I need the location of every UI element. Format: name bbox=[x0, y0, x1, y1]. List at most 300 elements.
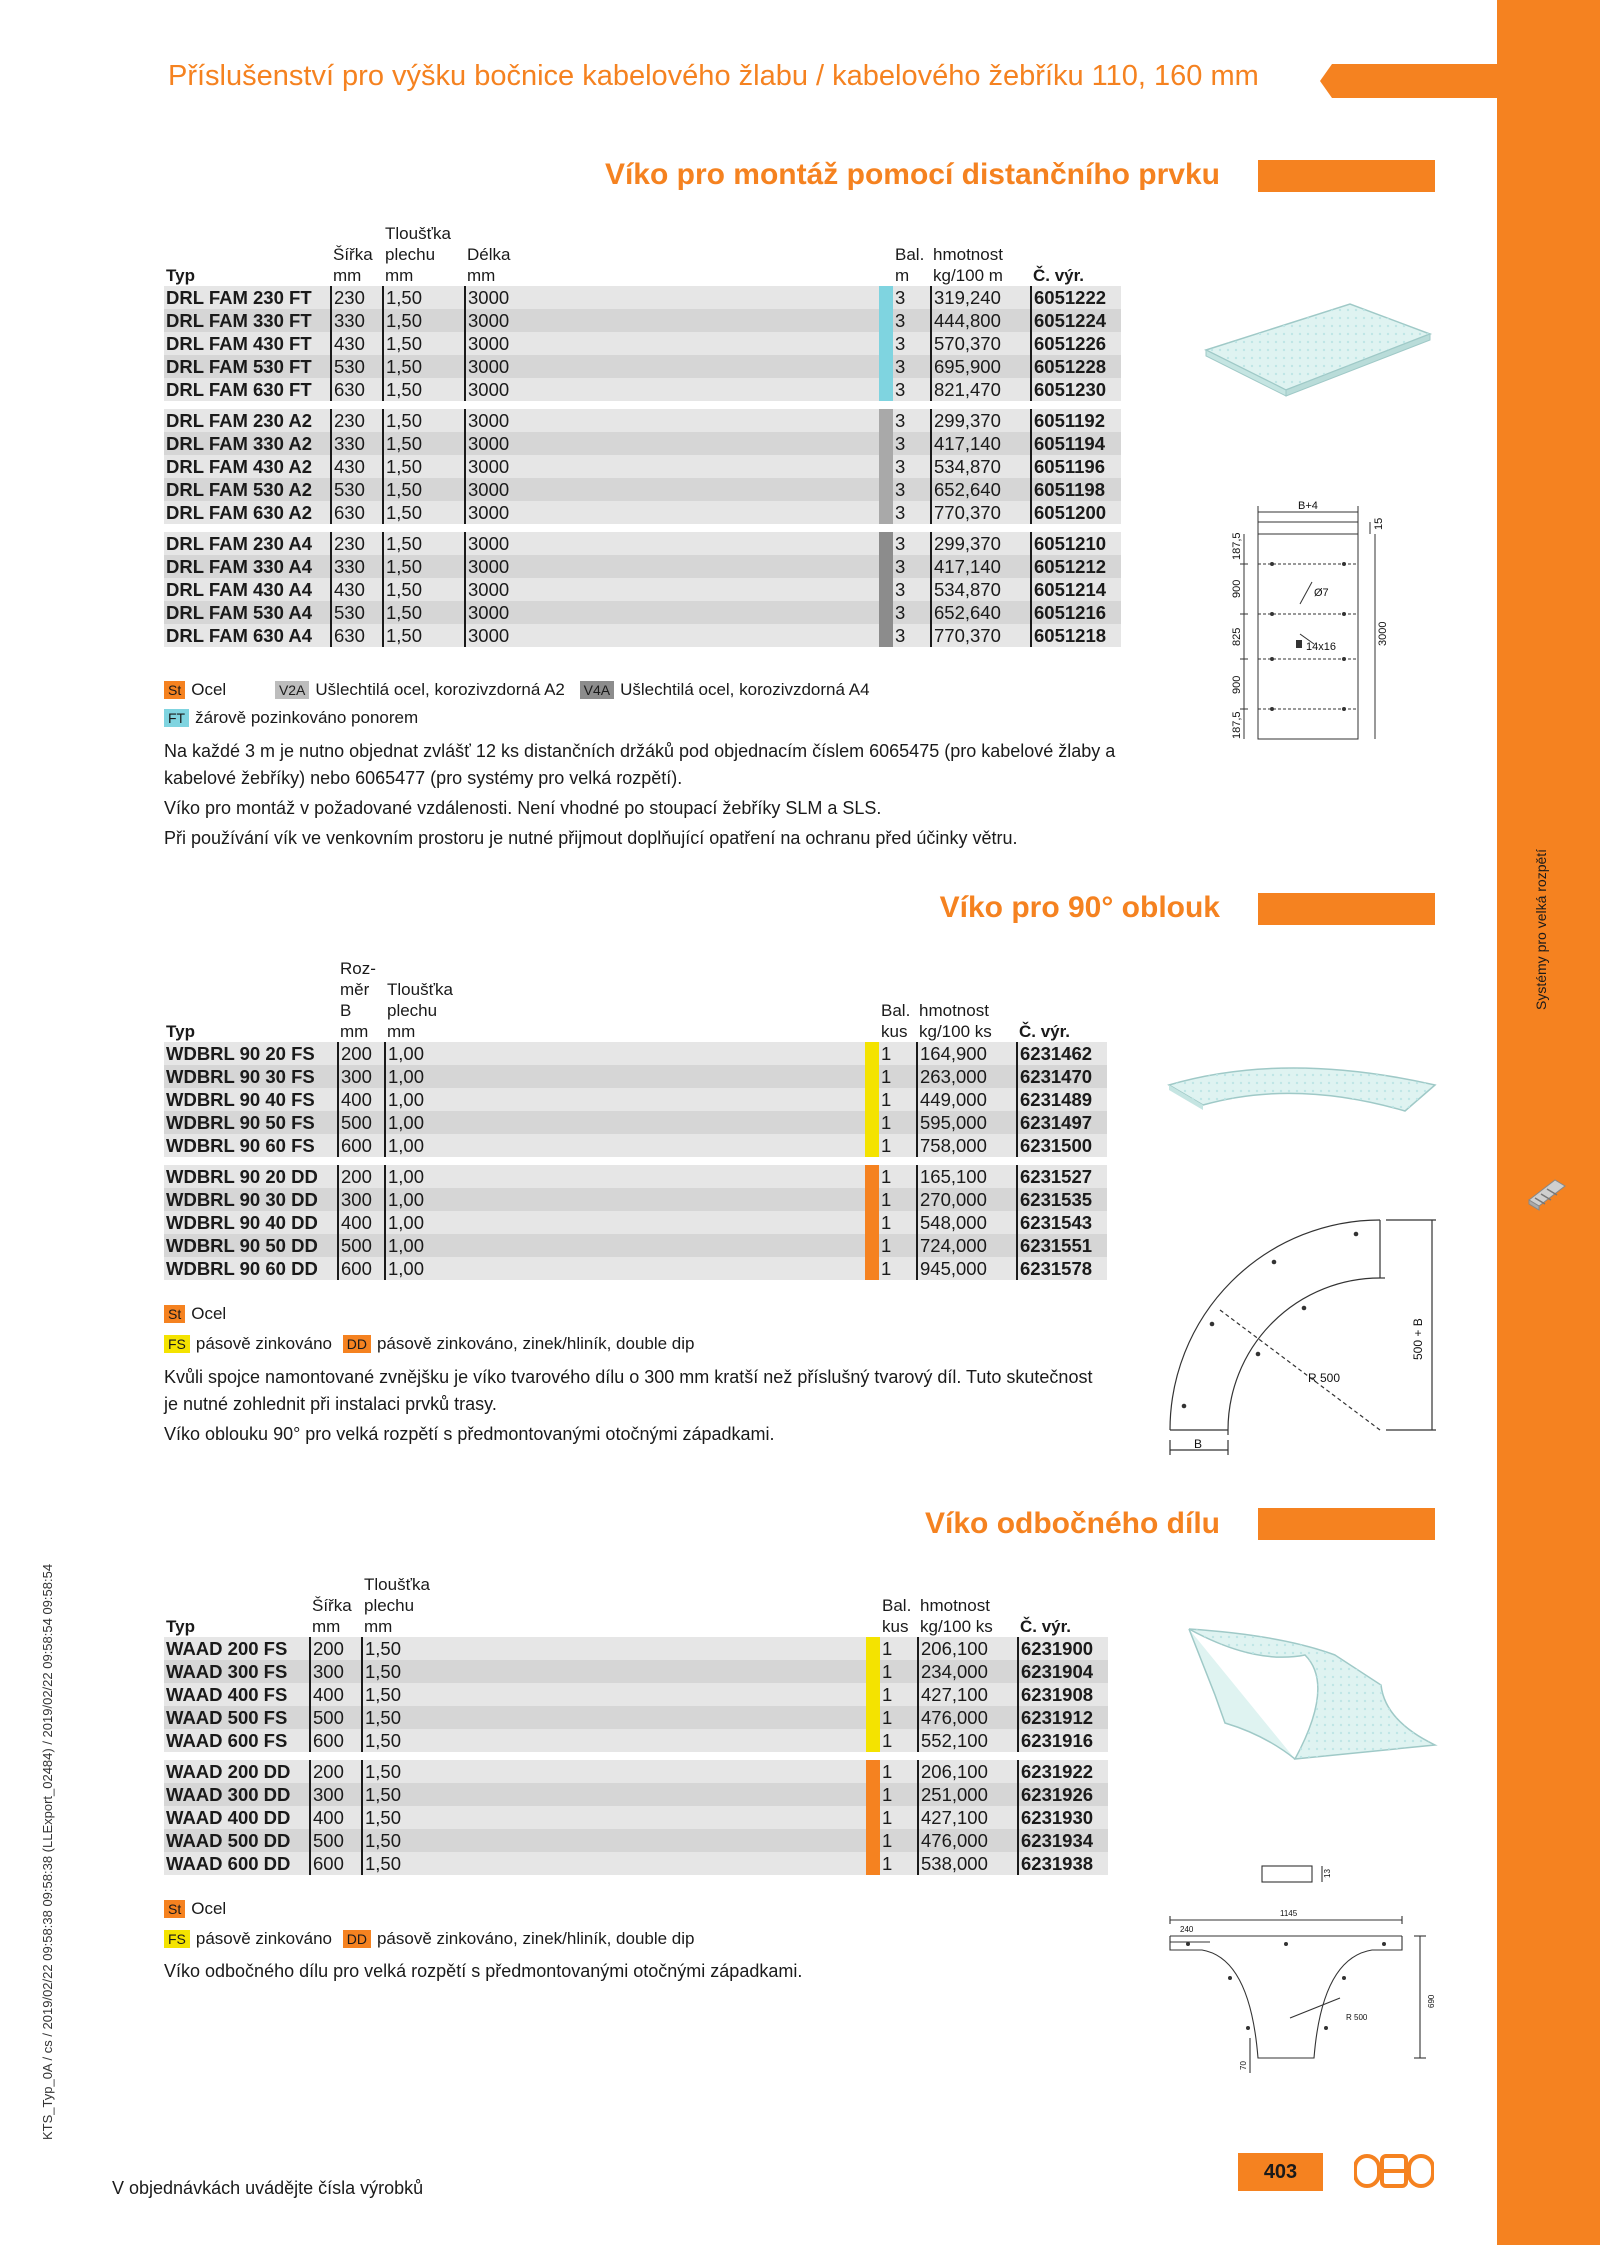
branch-dimension-drawing bbox=[1150, 1858, 1440, 2088]
product-name: DRL FAM 230 A4 bbox=[164, 532, 331, 555]
coating-swatch bbox=[866, 1683, 880, 1706]
article-number: 6051198 bbox=[1031, 478, 1121, 501]
width-value: 600 bbox=[310, 1852, 362, 1875]
width-value: 230 bbox=[331, 286, 383, 309]
pack-value: 3 bbox=[893, 501, 931, 524]
table-row bbox=[164, 1211, 1107, 1234]
dim-r: R 500 bbox=[1346, 2013, 1368, 2022]
length-value: 3000 bbox=[465, 286, 879, 309]
width-value: 530 bbox=[331, 601, 383, 624]
pack-value: 1 bbox=[880, 1852, 918, 1875]
weight-value: 570,370 bbox=[931, 332, 1031, 355]
weight-value: 652,640 bbox=[931, 478, 1031, 501]
article-number: 6231497 bbox=[1017, 1111, 1107, 1134]
thickness-value: 1,50 bbox=[383, 478, 465, 501]
article-number: 6231926 bbox=[1018, 1783, 1108, 1806]
width-value: 500 bbox=[310, 1829, 362, 1852]
length-value: 3000 bbox=[465, 478, 879, 501]
coating-swatch bbox=[866, 1637, 880, 1660]
width-value: 230 bbox=[331, 532, 383, 555]
coating-swatch bbox=[865, 1257, 879, 1280]
weight-value: 476,000 bbox=[918, 1829, 1018, 1852]
thickness-value: 1,00 bbox=[385, 1234, 865, 1257]
dim-d3: 825 bbox=[1231, 627, 1243, 646]
weight-value: 206,100 bbox=[918, 1637, 1018, 1660]
col-hmot: hmotnost kg/100 ks bbox=[919, 1001, 992, 1041]
table-row bbox=[164, 355, 1121, 378]
article-number: 6231916 bbox=[1018, 1729, 1108, 1752]
article-number: 6051216 bbox=[1031, 601, 1121, 624]
weight-value: 206,100 bbox=[918, 1760, 1018, 1783]
thickness-value: 1,50 bbox=[383, 332, 465, 355]
col-sirka: Šířka mm bbox=[312, 1596, 352, 1636]
thickness-value: 1,50 bbox=[383, 286, 465, 309]
length-value: 3000 bbox=[465, 332, 879, 355]
coating-swatch bbox=[865, 1065, 879, 1088]
pack-value: 1 bbox=[880, 1729, 918, 1752]
legend-coatings-3 bbox=[164, 1929, 695, 1949]
page-title: Příslušenství pro výšku bočnice kabelového žlabu / kabelového žebříku 110, 160 mm bbox=[168, 60, 1259, 92]
table-row bbox=[164, 1683, 1108, 1706]
length-value: 3000 bbox=[465, 532, 879, 555]
pack-value: 3 bbox=[893, 432, 931, 455]
weight-value: 595,000 bbox=[917, 1111, 1017, 1134]
chip-v4a: V4A bbox=[580, 681, 614, 699]
thickness-value: 1,50 bbox=[383, 601, 465, 624]
product-name: WAAD 600 DD bbox=[164, 1852, 310, 1875]
product-name: DRL FAM 530 A4 bbox=[164, 601, 331, 624]
obo-logo bbox=[1354, 2153, 1434, 2189]
dim-hole: Ø7 bbox=[1314, 587, 1329, 599]
legend-v4a: Ušlechtilá ocel, korozivzdorná A4 bbox=[620, 680, 870, 699]
table-row bbox=[164, 1188, 1107, 1211]
section-title-distance: Víko pro montáž pomocí distančního prvku bbox=[604, 158, 1220, 191]
coating-swatch bbox=[865, 1211, 879, 1234]
product-name: DRL FAM 430 FT bbox=[164, 332, 331, 355]
article-number: 6051218 bbox=[1031, 624, 1121, 647]
coating-swatch bbox=[879, 286, 893, 309]
pack-value: 1 bbox=[879, 1111, 917, 1134]
weight-value: 165,100 bbox=[917, 1165, 1017, 1188]
pack-value: 3 bbox=[893, 455, 931, 478]
length-value: 3000 bbox=[465, 555, 879, 578]
length-value: 3000 bbox=[465, 455, 879, 478]
sidebar-label bbox=[1533, 986, 1549, 1010]
weight-value: 164,900 bbox=[917, 1042, 1017, 1065]
weight-value: 449,000 bbox=[917, 1088, 1017, 1111]
pack-value: 3 bbox=[893, 578, 931, 601]
dim-s: 70 bbox=[1239, 2061, 1248, 2070]
coating-swatch bbox=[866, 1829, 880, 1852]
article-number: 6231908 bbox=[1018, 1683, 1108, 1706]
dim-t: 13 bbox=[1323, 1869, 1332, 1878]
table-row bbox=[164, 1806, 1108, 1829]
width-value: 200 bbox=[338, 1042, 385, 1065]
bend-dimension-drawing bbox=[1160, 1210, 1450, 1455]
width-value: 630 bbox=[331, 624, 383, 647]
pack-value: 1 bbox=[879, 1211, 917, 1234]
width-value: 600 bbox=[338, 1134, 385, 1157]
pack-value: 3 bbox=[893, 309, 931, 332]
article-number: 6231543 bbox=[1017, 1211, 1107, 1234]
page-number: 403 bbox=[1238, 2153, 1323, 2191]
table-row bbox=[164, 1783, 1108, 1806]
product-name: WAAD 400 FS bbox=[164, 1683, 310, 1706]
legend-materials-2 bbox=[164, 1304, 226, 1324]
thickness-value: 1,50 bbox=[362, 1660, 866, 1683]
width-value: 400 bbox=[310, 1806, 362, 1829]
footer-text: V objednávkách uvádějte čísla výrobků bbox=[112, 2178, 424, 2198]
dim-a: 240 bbox=[1180, 1925, 1194, 1934]
thickness-value: 1,50 bbox=[362, 1729, 866, 1752]
coating-swatch bbox=[879, 501, 893, 524]
width-value: 600 bbox=[310, 1729, 362, 1752]
notes-bend bbox=[164, 1364, 1104, 1451]
section-bar bbox=[1258, 893, 1435, 925]
width-value: 300 bbox=[310, 1660, 362, 1683]
product-name: DRL FAM 630 A4 bbox=[164, 624, 331, 647]
product-name: DRL FAM 530 FT bbox=[164, 355, 331, 378]
width-value: 200 bbox=[310, 1637, 362, 1660]
thickness-value: 1,50 bbox=[383, 309, 465, 332]
coating-swatch bbox=[866, 1660, 880, 1683]
weight-value: 476,000 bbox=[918, 1706, 1018, 1729]
note: Kvůli spojce namontované zvnějšku je víko tvarového dílu o 300 mm kratší než příslušný tvarový díl. Tuto skutečnost je nutné zohlednit při instalaci prvků trasy. bbox=[164, 1367, 1093, 1414]
dim-slot: 14x16 bbox=[1306, 641, 1336, 653]
col-plech: Tloušťka plechu mm bbox=[387, 980, 453, 1041]
col-plech: Tloušťka plechu mm bbox=[385, 224, 451, 285]
legend-coatings-2 bbox=[164, 1334, 695, 1354]
dim-b: B+4 bbox=[1298, 500, 1318, 512]
coating-swatch bbox=[879, 378, 893, 401]
coating-swatch bbox=[866, 1783, 880, 1806]
pack-value: 1 bbox=[879, 1042, 917, 1065]
note: Víko oblouku 90° pro velká rozpětí s předmontovanými otočnými západkami. bbox=[164, 1424, 775, 1444]
product-name: DRL FAM 630 FT bbox=[164, 378, 331, 401]
width-value: 300 bbox=[338, 1188, 385, 1211]
coating-swatch bbox=[866, 1806, 880, 1829]
thickness-value: 1,50 bbox=[383, 501, 465, 524]
weight-value: 299,370 bbox=[931, 409, 1031, 432]
cover-dimension-drawing bbox=[1210, 484, 1390, 746]
article-number: 6231470 bbox=[1017, 1065, 1107, 1088]
thickness-value: 1,50 bbox=[362, 1683, 866, 1706]
weight-value: 299,370 bbox=[931, 532, 1031, 555]
article-number: 6051224 bbox=[1031, 309, 1121, 332]
product-name: DRL FAM 430 A2 bbox=[164, 455, 331, 478]
weight-value: 548,000 bbox=[917, 1211, 1017, 1234]
width-value: 400 bbox=[338, 1211, 385, 1234]
legend-materials-1 bbox=[164, 680, 870, 700]
legend-st: Ocel bbox=[191, 1899, 227, 1918]
article-number: 6051212 bbox=[1031, 555, 1121, 578]
note: Při používání vík ve venkovním prostoru je nutné přijmout doplňující opatření na ochranu před účinky větru. bbox=[164, 828, 1018, 848]
table-row bbox=[164, 1729, 1108, 1752]
weight-value: 319,240 bbox=[931, 286, 1031, 309]
col-cislo: Č. výr. bbox=[1019, 1022, 1071, 1041]
article-number: 6231489 bbox=[1017, 1088, 1107, 1111]
table-row bbox=[164, 378, 1121, 401]
pack-value: 1 bbox=[879, 1088, 917, 1111]
article-number: 6231912 bbox=[1018, 1706, 1108, 1729]
section-bar bbox=[1258, 1508, 1435, 1540]
col-bal: Bal. kus bbox=[882, 1596, 912, 1636]
article-number: 6231551 bbox=[1017, 1234, 1107, 1257]
pack-value: 1 bbox=[879, 1257, 917, 1280]
article-number: 6231934 bbox=[1018, 1829, 1108, 1852]
pack-value: 1 bbox=[879, 1134, 917, 1157]
weight-value: 538,000 bbox=[918, 1852, 1018, 1875]
pack-value: 3 bbox=[893, 332, 931, 355]
dim-width: 1145 bbox=[1280, 1909, 1298, 1918]
article-number: 6051226 bbox=[1031, 332, 1121, 355]
thickness-value: 1,50 bbox=[362, 1637, 866, 1660]
article-number: 6231900 bbox=[1018, 1637, 1108, 1660]
cable-tray-icon bbox=[1525, 1172, 1569, 1216]
section-title-branch: Víko odbočného dílu bbox=[925, 1507, 1220, 1540]
thickness-value: 1,50 bbox=[362, 1829, 866, 1852]
dim-d4: 900 bbox=[1231, 675, 1243, 694]
article-number: 6051230 bbox=[1031, 378, 1121, 401]
weight-value: 695,900 bbox=[931, 355, 1031, 378]
article-number: 6231578 bbox=[1017, 1257, 1107, 1280]
legend-fs: pásově zinkováno bbox=[195, 1929, 332, 1948]
coating-swatch bbox=[866, 1706, 880, 1729]
length-value: 3000 bbox=[465, 624, 879, 647]
article-number: 6051228 bbox=[1031, 355, 1121, 378]
thickness-value: 1,00 bbox=[385, 1111, 865, 1134]
weight-value: 821,470 bbox=[931, 378, 1031, 401]
pack-value: 3 bbox=[893, 409, 931, 432]
article-number: 6231535 bbox=[1017, 1188, 1107, 1211]
weight-value: 234,000 bbox=[918, 1660, 1018, 1683]
pack-value: 3 bbox=[893, 378, 931, 401]
table-row bbox=[164, 1637, 1108, 1660]
col-hmot: hmotnost kg/100 m bbox=[933, 245, 1003, 285]
thickness-value: 1,50 bbox=[383, 355, 465, 378]
width-value: 400 bbox=[310, 1683, 362, 1706]
table-row bbox=[164, 1760, 1108, 1783]
length-value: 3000 bbox=[465, 355, 879, 378]
legend-st: Ocel bbox=[191, 680, 227, 699]
chip-fs: FS bbox=[164, 1335, 190, 1353]
product-name: WDBRL 90 50 FS bbox=[164, 1111, 338, 1134]
length-value: 3000 bbox=[465, 501, 879, 524]
pack-value: 3 bbox=[893, 555, 931, 578]
col-plech: Tloušťka plechu mm bbox=[364, 1575, 430, 1636]
weight-value: 652,640 bbox=[931, 601, 1031, 624]
table-row bbox=[164, 1257, 1107, 1280]
coating-swatch bbox=[866, 1729, 880, 1752]
weight-value: 417,140 bbox=[931, 555, 1031, 578]
weight-value: 270,000 bbox=[917, 1188, 1017, 1211]
weight-value: 770,370 bbox=[931, 624, 1031, 647]
article-number: 6051194 bbox=[1031, 432, 1121, 455]
coating-swatch bbox=[879, 601, 893, 624]
legend-v2a: Ušlechtilá ocel, korozivzdorná A2 bbox=[315, 680, 565, 699]
pack-value: 1 bbox=[880, 1683, 918, 1706]
width-value: 330 bbox=[331, 309, 383, 332]
thickness-value: 1,50 bbox=[362, 1783, 866, 1806]
col-delka: Délka mm bbox=[467, 245, 511, 285]
legend-dd: pásově zinkováno, zinek/hliník, double dip bbox=[376, 1929, 695, 1948]
weight-value: 758,000 bbox=[917, 1134, 1017, 1157]
thickness-value: 1,50 bbox=[362, 1852, 866, 1875]
thickness-value: 1,00 bbox=[385, 1042, 865, 1065]
table-row bbox=[164, 1134, 1107, 1157]
coating-swatch bbox=[865, 1111, 879, 1134]
coating-swatch bbox=[879, 455, 893, 478]
coating-swatch bbox=[866, 1852, 880, 1875]
sidebar-band bbox=[1497, 0, 1600, 2245]
thickness-value: 1,50 bbox=[362, 1706, 866, 1729]
coating-swatch bbox=[865, 1188, 879, 1211]
width-value: 300 bbox=[310, 1783, 362, 1806]
coating-swatch bbox=[879, 578, 893, 601]
table-row bbox=[164, 624, 1121, 647]
width-value: 500 bbox=[338, 1234, 385, 1257]
dim-b: B bbox=[1194, 1437, 1203, 1451]
legend-fs: pásově zinkováno bbox=[195, 1334, 332, 1353]
article-number: 6231527 bbox=[1017, 1165, 1107, 1188]
product-name: WDBRL 90 50 DD bbox=[164, 1234, 338, 1257]
bend-cover-3d-drawing bbox=[1165, 1055, 1440, 1155]
product-name: WAAD 400 DD bbox=[164, 1806, 310, 1829]
pack-value: 1 bbox=[880, 1783, 918, 1806]
article-number: 6231922 bbox=[1018, 1760, 1108, 1783]
width-value: 630 bbox=[331, 378, 383, 401]
col-cislo: Č. výr. bbox=[1020, 1617, 1072, 1636]
pack-value: 1 bbox=[880, 1660, 918, 1683]
thickness-value: 1,50 bbox=[383, 624, 465, 647]
width-value: 300 bbox=[338, 1065, 385, 1088]
pack-value: 1 bbox=[879, 1065, 917, 1088]
dim-d2: 900 bbox=[1231, 579, 1243, 598]
product-name: WAAD 200 FS bbox=[164, 1637, 310, 1660]
coating-swatch bbox=[865, 1042, 879, 1065]
coating-swatch bbox=[879, 332, 893, 355]
product-table-distance bbox=[164, 223, 1121, 647]
legend-materials-3 bbox=[164, 1899, 226, 1919]
dim-h: 690 bbox=[1427, 1994, 1436, 2008]
col-hmot: hmotnost kg/100 ks bbox=[920, 1596, 993, 1636]
product-name: DRL FAM 330 FT bbox=[164, 309, 331, 332]
weight-value: 770,370 bbox=[931, 501, 1031, 524]
thickness-value: 1,50 bbox=[383, 409, 465, 432]
product-name: WAAD 500 DD bbox=[164, 1829, 310, 1852]
weight-value: 251,000 bbox=[918, 1783, 1018, 1806]
article-number: 6231938 bbox=[1018, 1852, 1108, 1875]
product-name: WDBRL 90 40 DD bbox=[164, 1211, 338, 1234]
legend-st: Ocel bbox=[191, 1304, 227, 1323]
article-number: 6231462 bbox=[1017, 1042, 1107, 1065]
table-row bbox=[164, 1165, 1107, 1188]
note: Víko odbočného dílu pro velká rozpětí s předmontovanými otočnými západkami. bbox=[164, 1961, 803, 1981]
legend-coatings-1 bbox=[164, 708, 418, 728]
length-value: 3000 bbox=[465, 409, 879, 432]
coating-swatch bbox=[879, 624, 893, 647]
section-bar bbox=[1258, 160, 1435, 192]
weight-value: 945,000 bbox=[917, 1257, 1017, 1280]
table-row bbox=[164, 555, 1121, 578]
article-number: 6231930 bbox=[1018, 1806, 1108, 1829]
pack-value: 1 bbox=[879, 1188, 917, 1211]
coating-swatch bbox=[865, 1234, 879, 1257]
notes-distance bbox=[164, 738, 1124, 855]
coating-swatch bbox=[865, 1088, 879, 1111]
width-value: 200 bbox=[310, 1760, 362, 1783]
col-typ: Typ bbox=[166, 1617, 195, 1636]
product-table-bend bbox=[164, 958, 1107, 1280]
width-value: 230 bbox=[331, 409, 383, 432]
pack-value: 1 bbox=[880, 1637, 918, 1660]
table-row bbox=[164, 332, 1121, 355]
pack-value: 1 bbox=[880, 1806, 918, 1829]
product-name: WAAD 300 DD bbox=[164, 1783, 310, 1806]
product-name: WAAD 600 FS bbox=[164, 1729, 310, 1752]
width-value: 530 bbox=[331, 478, 383, 501]
product-name: WDBRL 90 40 FS bbox=[164, 1088, 338, 1111]
article-number: 6051196 bbox=[1031, 455, 1121, 478]
product-name: WDBRL 90 20 FS bbox=[164, 1042, 338, 1065]
notes-branch bbox=[164, 1958, 1104, 1988]
table-row bbox=[164, 1852, 1108, 1875]
col-cislo: Č. výr. bbox=[1033, 266, 1085, 285]
product-name: WDBRL 90 30 DD bbox=[164, 1188, 338, 1211]
table-row bbox=[164, 1234, 1107, 1257]
coating-swatch bbox=[865, 1165, 879, 1188]
weight-value: 263,000 bbox=[917, 1065, 1017, 1088]
weight-value: 534,870 bbox=[931, 578, 1031, 601]
product-name: DRL FAM 230 A2 bbox=[164, 409, 331, 432]
coating-swatch bbox=[866, 1760, 880, 1783]
weight-value: 444,800 bbox=[931, 309, 1031, 332]
thickness-value: 1,50 bbox=[362, 1760, 866, 1783]
pack-value: 3 bbox=[893, 286, 931, 309]
legend-ft: žárově pozinkováno ponorem bbox=[195, 708, 419, 727]
table-row bbox=[164, 1065, 1107, 1088]
section-title-bend: Víko pro 90° oblouk bbox=[939, 891, 1220, 924]
thickness-value: 1,00 bbox=[385, 1134, 865, 1157]
chip-st: St bbox=[164, 1900, 185, 1918]
table-row bbox=[164, 532, 1121, 555]
vertical-meta: KTS_Typ_0A / cs / 2019/02/22 09:58:38 09:58:38 (LLExport_02484) / 2019/02/22 09:58:54 09:58:54 bbox=[40, 1563, 55, 2140]
col-rozmer: Roz- měr B mm bbox=[340, 959, 376, 1041]
thickness-value: 1,00 bbox=[385, 1211, 865, 1234]
product-name: WDBRL 90 60 FS bbox=[164, 1134, 338, 1157]
branch-cover-3d-drawing bbox=[1185, 1625, 1440, 1765]
width-value: 430 bbox=[331, 578, 383, 601]
table-row bbox=[164, 1706, 1108, 1729]
width-value: 200 bbox=[338, 1165, 385, 1188]
table-row bbox=[164, 1042, 1107, 1065]
chip-dd: DD bbox=[343, 1335, 371, 1353]
product-name: WAAD 200 DD bbox=[164, 1760, 310, 1783]
thickness-value: 1,00 bbox=[385, 1188, 865, 1211]
product-table-branch bbox=[164, 1574, 1108, 1875]
dim-d5: 187,5 bbox=[1231, 711, 1243, 739]
table-row bbox=[164, 1829, 1108, 1852]
weight-value: 552,100 bbox=[918, 1729, 1018, 1752]
note: Na každé 3 m je nutno objednat zvlášť 12 ks distančních držáků pod objednacím číslem 6065475 (pro kabelové žlaby a kabelové žebříky) nebo 6065477 (pro systémy pro velká rozpětí). bbox=[164, 741, 1116, 788]
article-number: 6051214 bbox=[1031, 578, 1121, 601]
width-value: 330 bbox=[331, 432, 383, 455]
dim-h: 500 + B bbox=[1411, 1318, 1425, 1360]
table-row bbox=[164, 478, 1121, 501]
thickness-value: 1,50 bbox=[383, 378, 465, 401]
width-value: 600 bbox=[338, 1257, 385, 1280]
note: Víko pro montáž v požadované vzdálenosti. Není vhodné po stoupací žebříky SLM a SLS. bbox=[164, 798, 882, 818]
